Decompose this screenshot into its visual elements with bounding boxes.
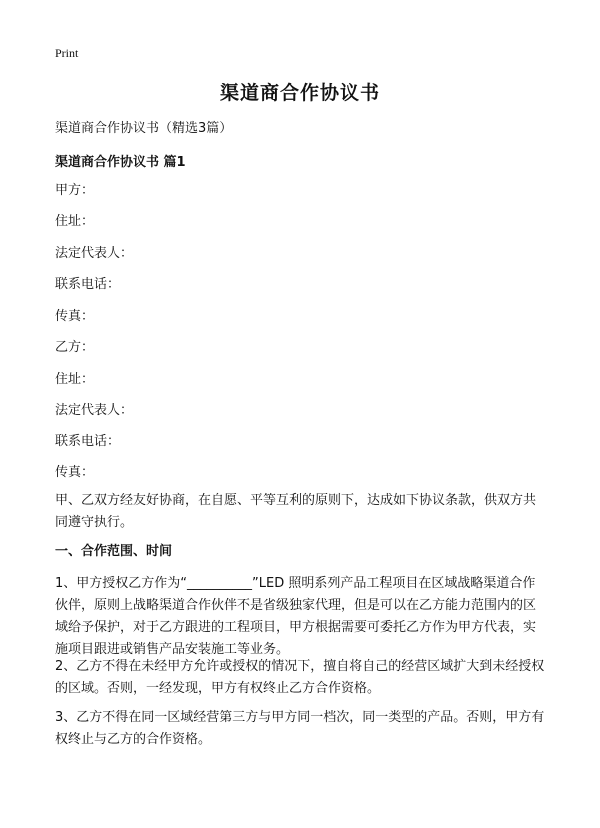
clause-3: 3、乙方不得在同一区域经营第三方与甲方同一档次，同一类型的产品。否则，甲方有权终止与乙方的合作资格。: [55, 710, 545, 747]
party-a-fax: 传真：: [55, 309, 95, 324]
party-a-address: 住址：: [55, 214, 95, 229]
party-b-legal-rep: 法定代表人：: [55, 403, 134, 418]
clause-1-prefix: 1、甲方授权乙方作为“: [55, 576, 188, 591]
document-title: 渠道商合作协议书: [219, 82, 380, 104]
party-b-label: 乙方：: [55, 340, 95, 355]
print-label: Print: [55, 46, 79, 60]
clause-2: 2、乙方不得在未经甲方允许或授权的情况下，擅自将自己的经营区域扩大到未经授权的区域。否则，一经发现，甲方有权终止乙方合作资格。: [55, 659, 545, 696]
clause-1-text: ”LED 照明系列产品工程项目在区域战略渠道合作伙伴，原则上战略渠道合作伙伴不是省级独家代理，但是可以在乙方能力范围内的区域给予保护，对于乙方跟进的工程项目，甲方根据需要可委托乙方作为甲方代表，实施项目跟进或销售产品安装施工等业务。: [55, 576, 537, 657]
clause-1-blank: __________: [187, 576, 253, 591]
intro-paragraph: 甲、乙双方经友好协商，在自愿、平等互利的原则下，达成如下协议条款，供双方共同遵守执行。: [55, 493, 537, 530]
article-1-heading: 一、合作范围、时间: [55, 544, 173, 559]
party-b-fax: 传真：: [55, 465, 95, 480]
party-b-phone: 联系电话：: [55, 434, 121, 449]
party-a-phone: 联系电话：: [55, 277, 121, 292]
section-heading: 渠道商合作协议书 篇1: [55, 155, 186, 170]
party-a-legal-rep: 法定代表人：: [55, 246, 134, 261]
party-b-address: 住址：: [55, 372, 95, 387]
party-a-label: 甲方：: [55, 183, 95, 198]
document-subtitle: 渠道商合作协议书（精选3篇）: [55, 121, 233, 136]
clause-1: [55, 573, 547, 661]
